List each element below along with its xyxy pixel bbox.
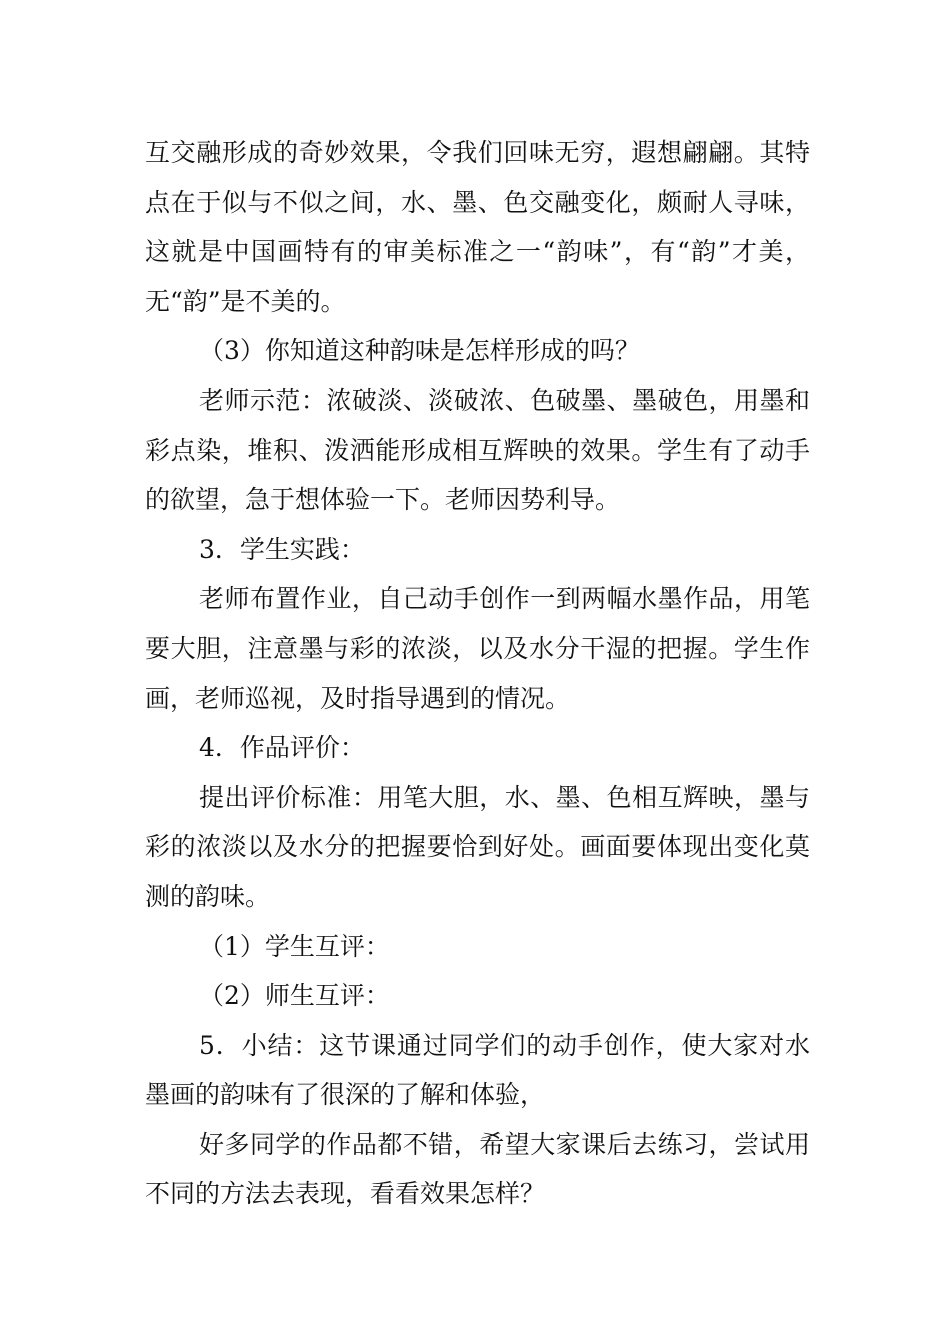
paragraph-summary: 5．小结：这节课通过同学们的动手创作，使大家对水墨画的韵味有了很深的了解和体验， bbox=[145, 1030, 810, 1110]
section-heading-student-practice: 3．学生实践： bbox=[199, 534, 365, 564]
paragraph-teacher-demo: 老师示范：浓破淡、淡破浓、色破墨、墨破色，用墨和彩点染，堆积、泼洒能形成相互辉映的效果。学生有了动手的欲望，急于想体验一下。老师因势利导。 bbox=[145, 385, 810, 515]
paragraph-question-3: （3）你知道这种韵味是怎样形成的吗？ bbox=[199, 336, 640, 366]
paragraph-closing: 好多同学的作品都不错，希望大家课后去练习，尝试用不同的方法去表现，看看效果怎样？ bbox=[145, 1129, 810, 1209]
paragraph-evaluation-criteria: 提出评价标准：用笔大胆，水、墨、色相互辉映，墨与彩的浓淡以及水分的把握要恰到好处。画面要体现出变化莫测的韵味。 bbox=[145, 782, 810, 911]
paragraph-assignment: 老师布置作业，自己动手创作一到两幅水墨作品，用笔要大胆，注意墨与彩的浓淡，以及水分干湿的把握。学生作画，老师巡视，及时指导遇到的情况。 bbox=[145, 584, 810, 713]
list-item-teacher-student-review: （2）师生互评： bbox=[199, 981, 390, 1011]
paragraph-intro-continuation: 互交融形成的奇妙效果，令我们回味无穷，遐想翩翩。其特点在于似与不似之间，水、墨、色交融变化，颇耐人寻味，这就是中国画特有的审美标准之一“韵味”，有“韵”才美，无“韵”是不美的。 bbox=[145, 138, 810, 316]
list-item-peer-review: （1）学生互评： bbox=[199, 931, 390, 961]
section-heading-work-evaluation: 4．作品评价： bbox=[199, 733, 365, 763]
document-body bbox=[145, 128, 810, 1219]
